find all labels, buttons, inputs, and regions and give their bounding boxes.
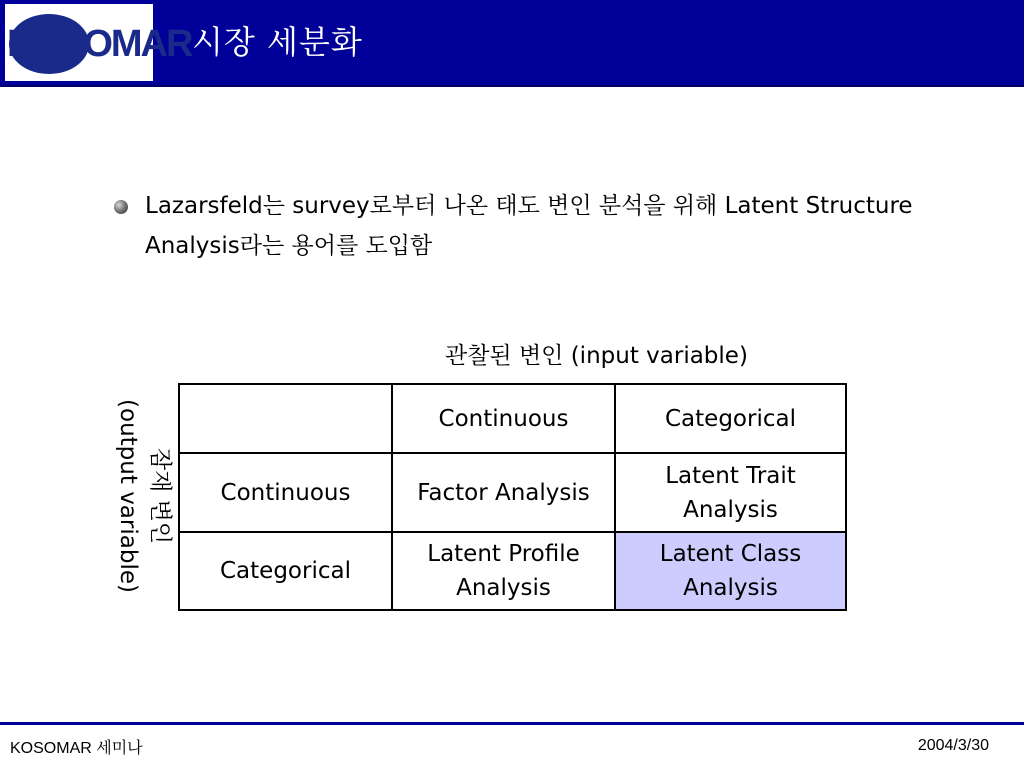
row-axis-label-korean: 잠재 변인 xyxy=(147,447,173,545)
row-header-categorical: Categorical xyxy=(179,532,392,610)
column-axis-label: 관찰된 변인 (input variable) xyxy=(445,343,748,369)
footer-seminar-label: KOSOMAR 세미나 xyxy=(10,740,143,757)
row-axis-label xyxy=(96,286,176,706)
footer-divider xyxy=(0,722,1024,725)
table-row xyxy=(179,532,846,610)
cell-factor-analysis: Factor Analysis xyxy=(392,453,615,532)
cell-latent-trait-analysis: Latent Trait Analysis xyxy=(615,453,846,532)
table-row xyxy=(179,453,846,532)
bullet-text: Lazarsfeld는 survey로부터 나온 태도 변인 분석을 위해 Latent Structure Analysis라는 용어를 도입함 xyxy=(145,193,913,259)
cell-latent-class-analysis: Latent Class Analysis xyxy=(615,532,846,610)
table-header-row xyxy=(179,384,846,453)
analysis-matrix-table xyxy=(178,383,847,611)
page-title: 시장 세분화 xyxy=(192,23,363,61)
column-header-categorical: Categorical xyxy=(615,384,846,453)
kosomar-logo xyxy=(5,4,192,81)
bullet-icon xyxy=(114,200,128,214)
column-header-continuous: Continuous xyxy=(392,384,615,453)
header-bar xyxy=(0,0,1024,87)
logo-text: KOSOMAR xyxy=(7,23,192,65)
row-axis-label-english: (output variable) xyxy=(115,399,141,593)
table-corner-cell xyxy=(179,384,392,453)
row-header-continuous: Continuous xyxy=(179,453,392,532)
cell-latent-profile-analysis: Latent Profile Analysis xyxy=(392,532,615,610)
footer-date: 2004/3/30 xyxy=(917,737,989,754)
